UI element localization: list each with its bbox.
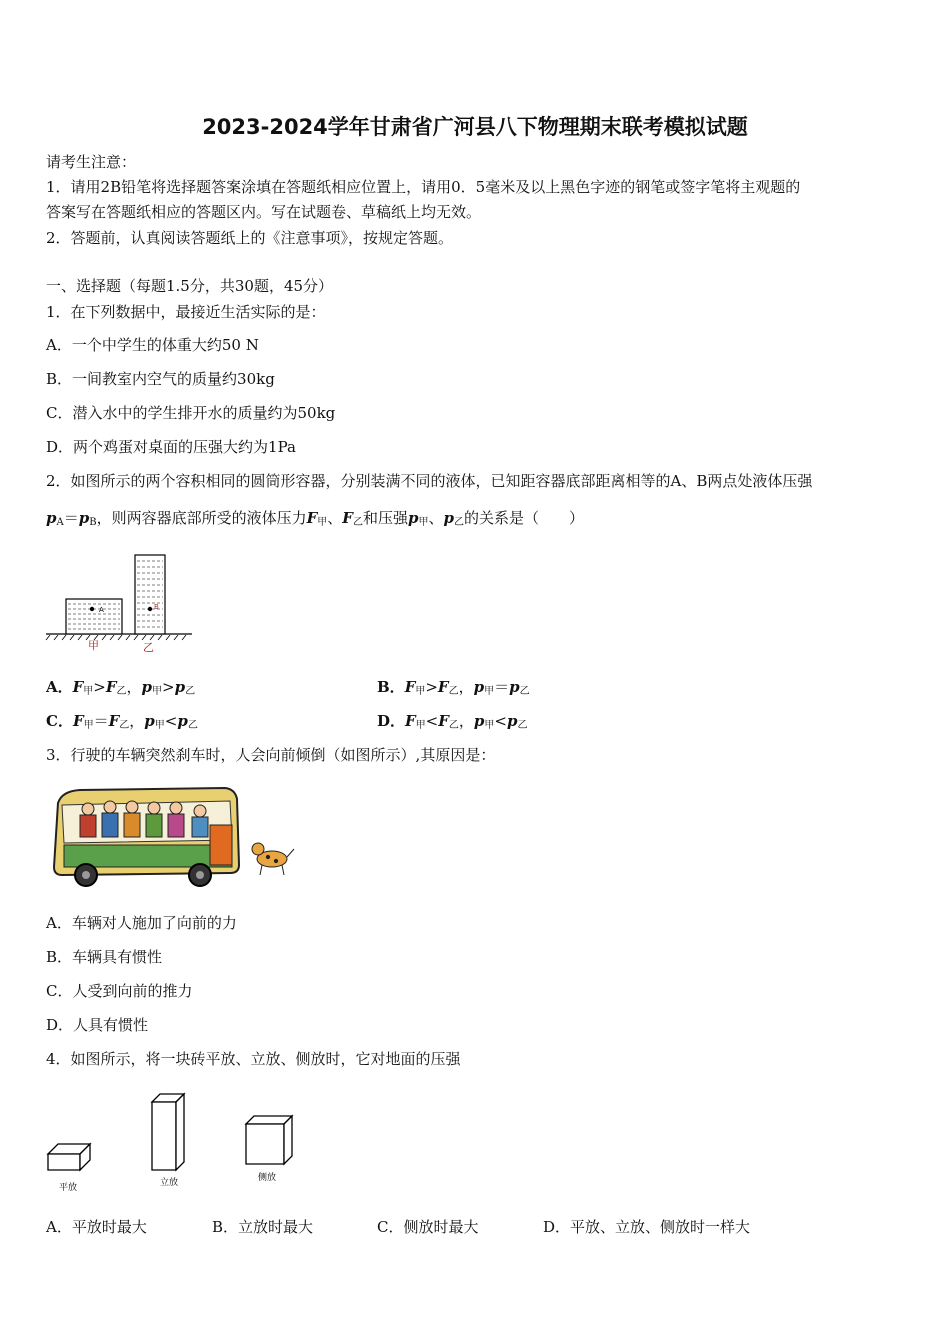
q2-option-c: C．$F_甲=F_乙$，$p_甲<p_乙$: [46, 712, 198, 731]
q2-option-a: A．$F_甲>F_乙$，$p_甲>p_乙$: [46, 678, 196, 697]
notice-item-1-line-2: 答案写在答题纸相应的答题区内。写在试题卷、草稿纸上均无效。: [46, 203, 482, 221]
q3-option-c: C．人受到向前的推力: [46, 982, 193, 1000]
stand-label: 立放: [160, 1178, 179, 1188]
notice-item-1-line-1: 1．请用2B铅笔将选择题答案涂填在答题纸相应位置上，请用0．5毫米及以上黑色字迹的钢笔或签字笔将主观题的: [46, 178, 801, 196]
q2-containers-figure: [44, 552, 196, 654]
q2-option-d: D．$F_甲<F_乙$，$p_甲<p_乙$: [377, 712, 528, 731]
q4-option-a: A．平放时最大: [46, 1218, 147, 1236]
label-yi: 乙: [143, 641, 154, 654]
side-label: 侧放: [258, 1173, 277, 1183]
section-heading: 一、选择题（每题1.5分，共30题，45分）: [46, 277, 334, 295]
q3-stem: 3．行驶的车辆突然刹车时，人会向前倾倒（如图所示）,其原因是：: [46, 746, 496, 764]
page-title: 2023-2024学年甘肃省广河县八下物理期末联考模拟试题: [202, 115, 748, 139]
q1-option-c: C．潜入水中的学生排开水的质量约为50kg: [46, 404, 336, 422]
q1-option-d: D．两个鸡蛋对桌面的压强大约为1Pa: [46, 438, 296, 456]
q3-option-d: D．人具有惯性: [46, 1016, 149, 1034]
q2-stem-end: 的关系是（ ）: [463, 509, 584, 527]
label-jia: 甲: [88, 639, 99, 652]
q1-stem: 1．在下列数据中，最接近生活实际的是：: [46, 303, 326, 321]
flat-label: 平放: [59, 1183, 78, 1193]
point-a-label: A: [99, 606, 104, 614]
brick-positions-figure: [44, 1090, 304, 1198]
sub-b: B: [89, 517, 97, 528]
q1-option-b: B．一间教室内空气的质量约30kg: [46, 370, 275, 388]
q1-option-a: A．一个中学生的体重大约50 N: [46, 336, 259, 354]
notice-heading: 请考生注意：: [46, 153, 137, 171]
q4-option-b: B．立放时最大: [212, 1218, 314, 1236]
q3-option-a: A．车辆对人施加了向前的力: [46, 914, 237, 932]
q4-stem: 4．如图所示，将一块砖平放、立放、侧放时，它对地面的压强: [46, 1050, 461, 1068]
sub-a: A: [56, 517, 64, 528]
q4-option-c: C．侧放时最大: [377, 1218, 479, 1236]
q2-stem-mid: ，则两容器底部所受的液体压力: [96, 509, 307, 527]
point-b-label: B: [154, 603, 159, 611]
q4-option-d: D．平放、立放、侧放时一样大: [543, 1218, 751, 1236]
notice-item-2: 2．答题前，认真阅读答题纸上的《注意事项》，按规定答题。: [46, 229, 454, 247]
q2-stem-line-1: 2．如图所示的两个容积相同的圆筒形容器，分别装满不同的液体，已知距容器底部距离相等的A、B两点处液体压强: [46, 472, 813, 490]
q2-option-b: B．$F_甲>F_乙$，$p_甲=p_乙$: [377, 678, 530, 697]
q2-stem-line-2: $p_A=p_B$，则两容器底部所受的液体压力$F_甲$、$F_乙$和压强$p_甲$、$p_乙$的关系是（ ）: [46, 509, 584, 528]
bus-braking-illustration: [50, 785, 298, 891]
q3-option-b: B．车辆具有惯性: [46, 948, 163, 966]
